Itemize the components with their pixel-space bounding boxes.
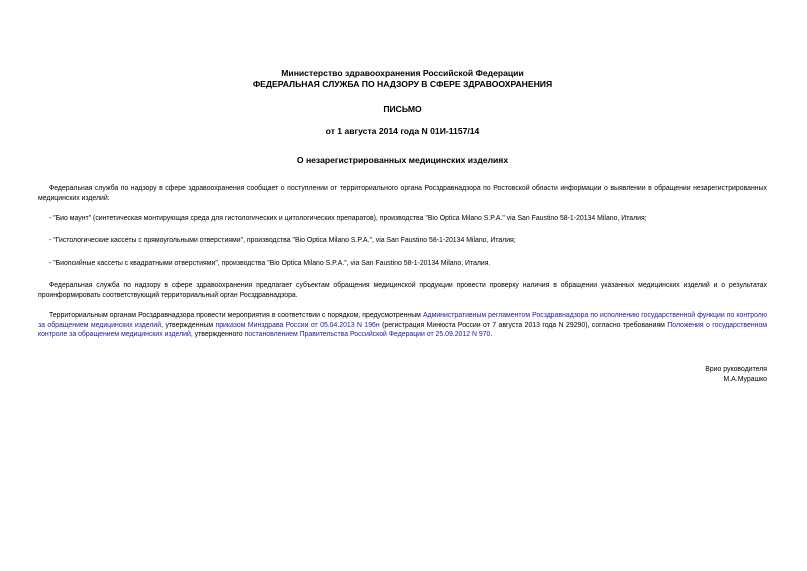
instruction-text: . [490, 331, 493, 339]
signatory-position: Врио руководителя [705, 366, 767, 373]
signature-block [705, 365, 767, 385]
instruction-text: (регистрация Минюста России от 7 августа 2013 года N 29290), согласно требованиям [379, 321, 668, 329]
instruction-paragraph [38, 311, 767, 340]
instruction-text: , утвержденного [190, 331, 245, 339]
provision-link[interactable]: Положения о государственном контроле за обращением медицинских изделий [38, 321, 768, 339]
instruction-text: Территориальным органам Росздравнадзора провести мероприятия в соответствии с порядком, предусмотренным [49, 312, 423, 320]
letter-type: ПИСЬМО [383, 104, 422, 114]
letter-body [38, 184, 767, 340]
ministry-name: Министерство здравоохранения Российской Федерации [281, 68, 524, 78]
list-item: - "Био маунт" (синтетическая монтирующая среда для гистологических и цитологических препаратов), производства "Bio Optica Milano S.P.A." via San Faustino 58-1-20134 Milano, Италия; [49, 214, 647, 222]
government-decree-link[interactable]: постановлением Правительства Российской Федерации от 25.09.2012 N 970 [244, 331, 491, 339]
instruction-text: , утвержденным [161, 321, 216, 329]
letter-date-number: от 1 августа 2014 года N 01И-1157/14 [325, 126, 480, 136]
letter-subject: О незарегистрированных медицинских изделиях [296, 155, 509, 165]
order-link[interactable]: приказом Минздрава России от 05.04.2013 N 196н [215, 321, 380, 329]
list-item: - "Биопсийные кассеты с квадратными отверстиями", производства "Bio Optica Milano S.P.A.", via San Faustino 58-1-20134 Milano, Италия. [49, 259, 491, 267]
signatory-name: М.А.Мурашко [723, 376, 767, 383]
intro-paragraph: Федеральная служба по надзору в сфере здравоохранения сообщает о поступлении от территориального органа Росздравнадзора по Ростовской области информации о выявлении в обращении незарегистрированных медицинских изделий: [38, 185, 767, 202]
agency-name: ФЕДЕРАЛЬНАЯ СЛУЖБА ПО НАДЗОРУ В СФЕРЕ ЗДРАВООХРАНЕНИЯ [252, 79, 553, 89]
list-item: - "Гистологические кассеты с прямоугольными отверстиями", производства "Bio Optica Milano S.P.A.", via San Faustino 58-1-20134 Milano, Италия; [49, 237, 516, 245]
document-header [38, 68, 767, 90]
regulation-link[interactable]: Административным регламентом Росздравнадзора по исполнению государственной функции по контролю за обращением медицинских изделий [38, 312, 767, 329]
proposal-paragraph: Федеральная служба по надзору в сфере здравоохранения предлагает субъектам обращения медицинской продукции провести проверку наличия в обращении указанных медицинских изделий и о результатах проинформировать соответствующий территориальный орган Росздравнадзора. [38, 282, 767, 300]
